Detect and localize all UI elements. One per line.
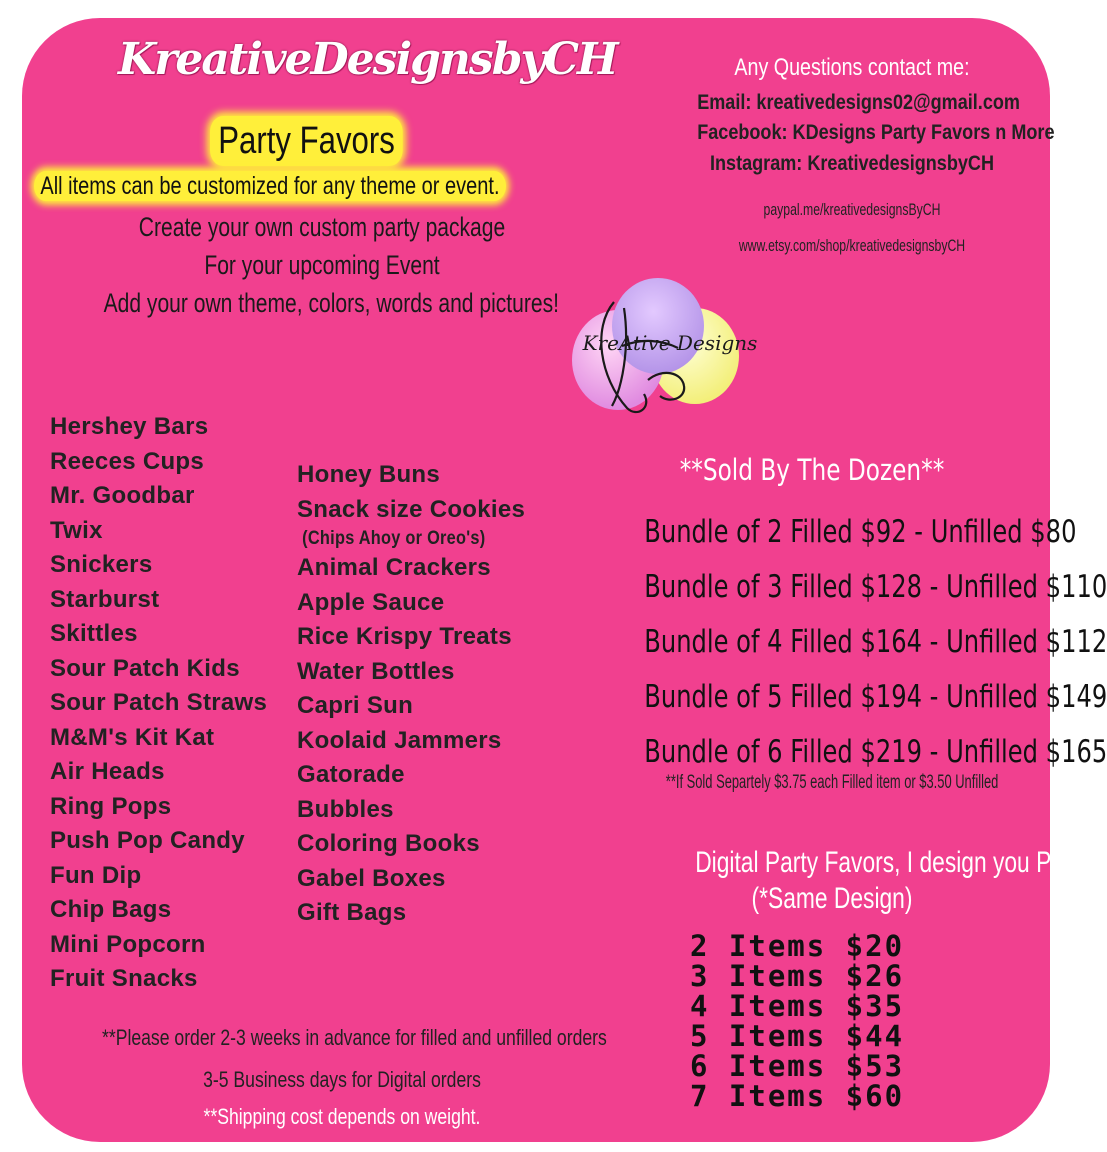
logo-text: KreAtive Designs bbox=[582, 331, 758, 355]
subtitle-banner: All items can be customized for any theme or event. bbox=[34, 171, 506, 201]
separate-price-note: **If Sold Separtely $3.75 each Filled item or $3.50 Unfilled bbox=[665, 772, 999, 793]
list-item: Mr. Goodbar bbox=[50, 482, 195, 509]
bundle-price-item: Bundle of 3 Filled $128 - Unfilled $110 bbox=[644, 569, 1107, 605]
list-item: Fun Dip bbox=[50, 861, 142, 889]
shipping-note: **Shipping cost depends on weight. bbox=[203, 1104, 481, 1129]
list-item: Ring Pops bbox=[50, 792, 172, 820]
list-item: Gabel Boxes bbox=[297, 864, 446, 892]
list-item: Skittles bbox=[50, 620, 138, 647]
list-item: Gift Bags bbox=[297, 899, 407, 926]
digital-price-item: 2 Items $20 bbox=[690, 929, 905, 963]
list-item: Sour Patch Straws bbox=[50, 689, 268, 716]
digital-price-item: 3 Items $26 bbox=[690, 959, 905, 993]
page-title: Party Favors bbox=[210, 116, 403, 166]
contact-facebook[interactable]: Facebook: KDesigns Party Favors n More bbox=[697, 121, 1055, 144]
list-item: Starburst bbox=[50, 585, 160, 613]
list-item: Fruit Snacks bbox=[50, 965, 198, 992]
list-item: Reeces Cups bbox=[50, 447, 205, 475]
list-item: M&M's Kit Kat bbox=[50, 723, 215, 751]
bundle-price-list bbox=[597, 505, 1107, 780]
contact-instagram[interactable]: Instagram: KreativedesignsbyCH bbox=[709, 152, 995, 175]
digital-price-item: 6 Items $53 bbox=[690, 1049, 905, 1083]
intro-line-2: For your upcoming Event bbox=[204, 250, 440, 280]
bundle-price-item: Bundle of 6 Filled $219 - Unfilled $165 bbox=[644, 734, 1107, 770]
digital-price-item: 5 Items $44 bbox=[690, 1019, 905, 1053]
digital-title-line-2: (*Same Design) bbox=[751, 882, 913, 915]
list-item: Coloring Books bbox=[297, 830, 480, 857]
list-item: Hershey Bars bbox=[50, 413, 209, 440]
bundle-price-item: Bundle of 4 Filled $164 - Unfilled $112 bbox=[644, 624, 1107, 660]
order-advance-note: **Please order 2-3 weeks in advance for filled and unfilled orders bbox=[102, 1025, 607, 1050]
list-item: Chip Bags bbox=[50, 896, 172, 923]
candy-list bbox=[50, 410, 267, 997]
digital-price-item: 7 Items $60 bbox=[690, 1079, 905, 1113]
list-item: Sour Patch Kids bbox=[50, 654, 240, 682]
list-item: Koolaid Jammers bbox=[297, 726, 502, 754]
list-item: Bubbles bbox=[297, 795, 394, 823]
contact-email[interactable]: Email: kreativedesigns02@gmail.com bbox=[697, 91, 1020, 114]
list-item: Snickers bbox=[50, 551, 153, 578]
list-item: Mini Popcorn bbox=[50, 930, 206, 958]
digital-price-item: 4 Items $35 bbox=[690, 989, 905, 1023]
snack-list bbox=[297, 458, 525, 931]
intro-line-1: Create your own custom party package bbox=[138, 212, 506, 242]
list-item: Honey Buns bbox=[297, 461, 441, 488]
list-item: Air Heads bbox=[50, 758, 165, 785]
list-item: Rice Krispy Treats bbox=[297, 623, 512, 650]
intro-line-3: Add your own theme, colors, words and pictures! bbox=[103, 288, 559, 318]
list-item: Twix bbox=[50, 516, 103, 544]
bundle-price-item: Bundle of 2 Filled $92 - Unfilled $80 bbox=[644, 514, 1077, 550]
list-item: Water Bottles bbox=[297, 657, 455, 685]
sold-by-dozen-heading: **Sold By The Dozen** bbox=[679, 453, 945, 487]
list-item: Apple Sauce bbox=[297, 588, 445, 616]
digital-favors-heading bbox=[695, 845, 1083, 917]
digital-turnaround-note: 3-5 Business days for Digital orders bbox=[203, 1067, 481, 1092]
brand-title: KreativeDesignsbyCH bbox=[118, 34, 617, 85]
list-item: Push Pop Candy bbox=[50, 827, 245, 854]
list-item: Snack size Cookies bbox=[297, 495, 526, 523]
flyer-card bbox=[22, 18, 1107, 1142]
digital-price-list bbox=[690, 931, 904, 1111]
contact-heading: Any Questions contact me: bbox=[734, 54, 970, 81]
list-item: Capri Sun bbox=[297, 692, 414, 719]
list-item: Gatorade bbox=[297, 761, 405, 788]
bundle-price-item: Bundle of 5 Filled $194 - Unfilled $149 bbox=[644, 679, 1107, 715]
paypal-link[interactable]: paypal.me/kreativedesignsByCH bbox=[763, 200, 941, 219]
logo-balloons-icon bbox=[552, 268, 758, 428]
list-item: Animal Crackers bbox=[297, 554, 491, 581]
digital-title-line-1: Digital Party Favors, I design you Print bbox=[695, 846, 1083, 879]
list-item-note: (Chips Ahoy or Oreo's) bbox=[302, 528, 486, 549]
etsy-link[interactable]: www.etsy.com/shop/kreativedesignsbyCH bbox=[738, 236, 966, 255]
